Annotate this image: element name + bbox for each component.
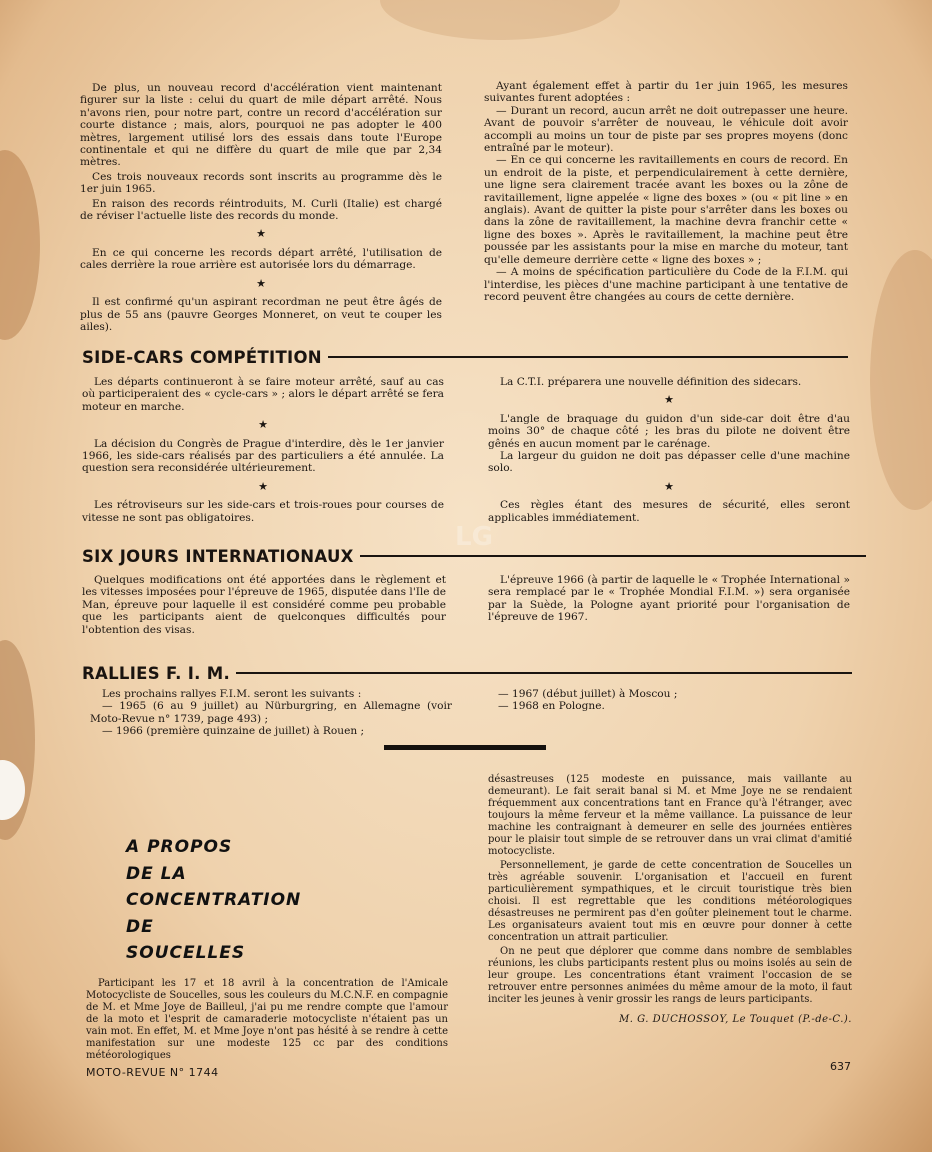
paragraph: — En ce qui concerne les ravitaillements en cours de record. En un endroit de la piste, et perpendiculairement à cette dernière, une ligne sera clairement tracée avant les boxes ou la zône de ravitaillement, ligne appelée « ligne des boxes » (ou « pit line » en anglais). Avant de quitter la piste pour s'arrêter dans les boxes ou dans la zône de ravitaillement, la machine devra franchir cette « ligne des boxes ». Après le ravitaillement, la machine peut être poussée par les assistants pour la mise en marche du moteur, tant qu'elle demeure derrière cette « ligne des boxes » ; <box>484 154 848 266</box>
rallies-left-column <box>90 688 452 738</box>
paragraph: — 1965 (6 au 9 juillet) au Nürburgring, en Allemagne (voir Moto-Revue n° 1739, page 493) ; <box>90 700 452 725</box>
paragraph: — 1968 en Pologne. <box>498 700 605 713</box>
article-title <box>126 834 301 967</box>
title-line: CONCENTRATION <box>126 890 302 910</box>
paragraph: — 1966 (première quinzaine de juillet) à Rouen ; <box>102 725 365 738</box>
paper-stain <box>380 0 620 40</box>
paragraph: La C.T.I. préparera une nouvelle définition des sidecars. <box>500 376 802 388</box>
magazine-issue: MOTO-REVUE N° 1744 <box>86 1066 219 1079</box>
paragraph: Les rétroviseurs sur les side-cars et trois-roues pour courses de vitesse ne sont pas obligatoires. <box>82 499 444 524</box>
top-left-column <box>80 82 442 333</box>
paragraph: — Durant un record, aucun arrêt ne doit outrepasser une heure. Avant de pouvoir s'arrêter de nouveau, le véhicule doit avoir accompli au moins un tour de piste par ses propres moyens (donc entraîné par le moteur). <box>484 104 848 155</box>
title-line: SOUCELLES <box>126 943 246 963</box>
paper-stain <box>0 150 40 340</box>
paragraph: — A moins de spécification particulière du Code de la F.I.M. qui l'interdise, les pièces d'une machine participant à une tentative de record peuvent être changées au cours de cette dernière. <box>484 266 848 303</box>
title-line: A PROPOS <box>126 837 233 857</box>
section-heading-sidecars <box>82 348 848 366</box>
paragraph: Les départs continueront à se faire moteur arrêté, sauf au cas où participeraient des « cycle-cars » ; alors le départ arrêté se fera moteur en marche. <box>82 376 444 413</box>
paragraph: Quelques modifications ont été apportées dans le règlement et les vitesses imposées pour l'épreuve de 1965, disputée dans l'Ile de Man, épreuve pour laquelle il est considéré comme peu probable que les participants aient de quelconques difficultés pour l'obtention des visas. <box>82 574 446 636</box>
section-separator-bar <box>384 745 546 750</box>
paper-stain <box>0 640 35 840</box>
star-separator-icon: ★ <box>256 276 266 290</box>
heading-rule <box>236 672 852 674</box>
paragraph: La largeur du guidon ne doit pas dépasser celle d'une machine solo. <box>488 450 850 475</box>
title-line: DE <box>126 916 154 937</box>
sixjours-right-column <box>488 574 850 624</box>
paragraph: Les prochains rallyes F.I.M. seront les suivants : <box>102 688 362 700</box>
paragraph: De plus, un nouveau record d'accélération vient maintenant figurer sur la liste : celui du quart de mile départ arrêté. Nous n'avons rien, pour notre part, contre un record d'accélération sur courte distance ; mais, alors, pourquoi ne pas adopter le 400 mètres, largement utilisé lors des essais dans toute l'Europe continentale et qui ne diffère du quart de mile que par 2,34 mètres. <box>80 82 442 169</box>
title-line: DE LA <box>126 863 187 884</box>
star-separator-icon: ★ <box>258 418 268 432</box>
paragraph: Ces règles étant des mesures de sécurité, elles seront applicables immédiatement. <box>488 499 850 524</box>
paragraph: — 1967 (début juillet) à Moscou ; <box>498 688 678 700</box>
article-right-column <box>488 774 852 1026</box>
paragraph: L'angle de braquage du guidon d'un side-car doit être d'au moins 30° de chaque côté ; les bras du pilote ne doivent être gênés en aucun moment par le carénage. <box>488 412 850 450</box>
sidecars-left-column <box>82 376 444 524</box>
star-separator-icon: ★ <box>256 227 266 241</box>
watermark-logo: LG <box>455 522 493 552</box>
paragraph: Ces trois nouveaux records sont inscrits au programme dès le 1er juin 1965. <box>80 170 442 196</box>
article-signature: M. G. DUCHOSSOY, Le Touquet (P.-de-C.). <box>619 1014 852 1025</box>
sidecars-right-column <box>488 376 850 524</box>
section-heading-rallies <box>82 664 852 682</box>
paragraph: On ne peut que déplorer que comme dans nombre de semblables réunions, les clubs participants restent plus ou moins isolés au sein de leur groupe. Les concentrations étant vraiment l'occasion de se retrouver entre personnes animées du même amour de la moto, il faut inciter les jeunes à venir grossir les rangs de leurs participants. <box>488 946 852 1005</box>
paragraph: Participant les 17 et 18 avril à la concentration de l'Amicale Motocycliste de Soucelles, sous les couleurs du M.C.N.F. en compagnie de M. et Mme Joye de Bailleul, j'ai pu me rendre compte que l'amour de la moto et l'esprit de camaraderie motocycliste n'étaient pas un vain mot. En effet, M. et Mme Joye n'ont pas hésité à se rendre à cette manifestation sur une modeste 125 cc par des conditions météorologiques <box>86 978 448 1061</box>
paragraph: Il est confirmé qu'un aspirant recordman ne peut être âgés de plus de 55 ans (pauvre Georges Monneret, on veut te couper les ailes). <box>80 296 442 333</box>
star-separator-icon: ★ <box>664 393 674 407</box>
paragraph: Ayant également effet à partir du 1er juin 1965, les mesures suivantes furent adoptées : <box>484 80 848 105</box>
paragraph: La décision du Congrès de Prague d'interdire, dès le 1er janvier 1966, les side-cars réalisés par des particuliers a été annulée. La question sera reconsidérée ultérieurement. <box>82 437 444 475</box>
paragraph: En raison des records réintroduits, M. Curli (Italie) est chargé de réviser l'actuelle liste des records du monde. <box>80 197 442 223</box>
heading-text: SIDE-CARS COMPÉTITION <box>82 347 322 367</box>
paragraph: désastreuses (125 modeste en puissance, mais vaillante au demeurant). Le fait serait banal si M. et Mme Joye ne se rendaient fréquemment aux concentrations tant en France qu'à l'étranger, avec toujours la même ferveur et la même vaillance. La puissance de leur machine les contraignant à demeurer en selle des journées entières pour le plaisir tout simple de se retrouver dans un vrai climat d'amitié motocycliste. <box>488 774 852 857</box>
paragraph: En ce qui concerne les records départ arrêté, l'utilisation de cales derrière la roue arrière est autorisée lors du démarrage. <box>80 246 442 272</box>
paragraph: Personnellement, je garde de cette concentration de Soucelles un très agréable souvenir. L'organisation et l'accueil en furent particulièrement sympathiques, et le circuit touristique très bien choisi. Il est regrettable que les conditions météorologiques désastreuses ne permirent pas d'en goûter pleinement tout le charme. Les organisateurs avaient tout mis en œuvre pour donner à cette concentration un attrait particulier. <box>488 860 852 943</box>
page-number: 637 <box>830 1060 851 1073</box>
top-right-column <box>484 80 848 303</box>
sixjours-left-column <box>82 574 446 636</box>
paper-stain <box>870 250 932 510</box>
heading-text: SIX JOURS INTERNATIONAUX <box>82 546 354 566</box>
heading-text: RALLIES F. I. M. <box>82 663 231 683</box>
star-separator-icon: ★ <box>664 479 674 493</box>
star-separator-icon: ★ <box>258 479 268 493</box>
heading-rule <box>360 555 866 557</box>
article-left-column <box>86 978 448 1062</box>
paper-stain <box>0 760 25 820</box>
rallies-right-column <box>498 688 828 713</box>
heading-rule <box>328 356 848 358</box>
paragraph: L'épreuve 1966 (à partir de laquelle le « Trophée International » sera remplacé par le « Trophée Mondial F.I.M. ») sera organisée par la Suède, la Pologne ayant priorité pour l'organisation de l'épreuve de 1967. <box>488 574 850 624</box>
